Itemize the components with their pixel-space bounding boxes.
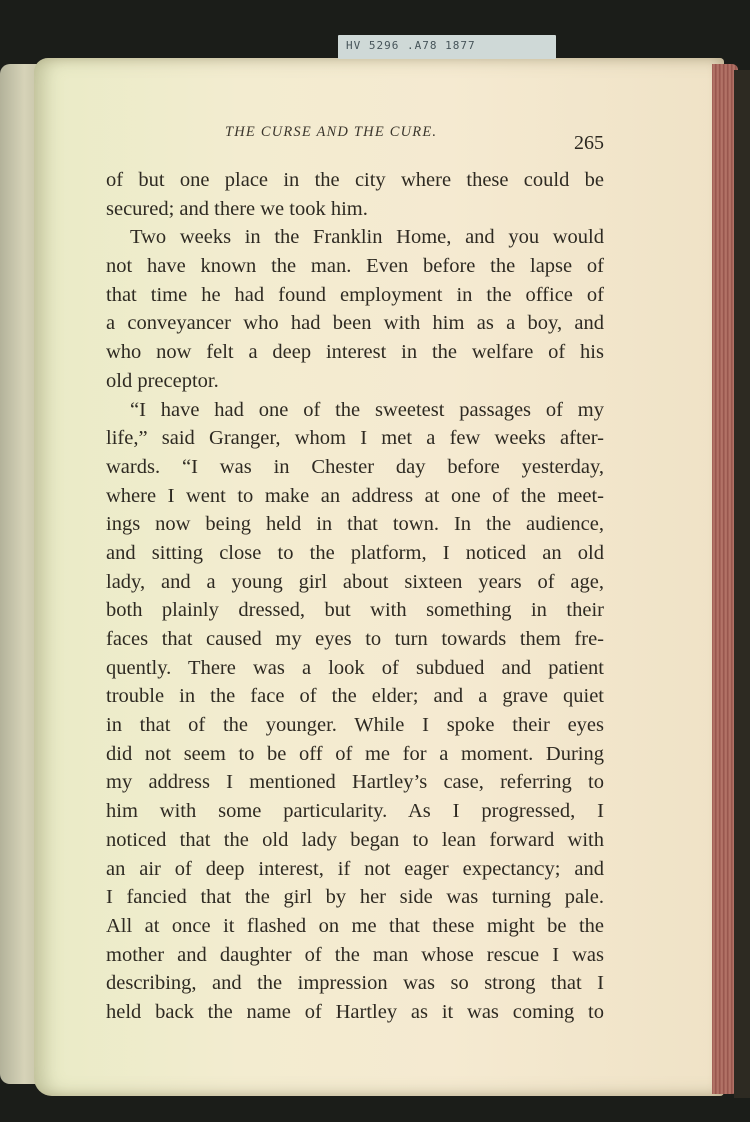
text-line: describing, and the impression was so strong that I	[106, 972, 604, 995]
text-line: faces that caused my eyes to turn towards them fre-	[106, 628, 604, 650]
text-line: life,” said Granger, whom I met a few weeks after-	[106, 427, 604, 450]
text-line: an air of deep interest, if not eager expectancy; and	[106, 857, 604, 880]
page-number: 265	[574, 132, 604, 154]
text-line: quently. There was a look of subdued and patient	[106, 656, 604, 679]
text-line: that time he had found employment in the office of	[106, 283, 604, 306]
text-line: a conveyancer who had been with him as a boy, and	[106, 312, 604, 335]
text-line: in that of the younger. While I spoke their eyes	[106, 714, 604, 737]
call-number-text: HV 5296 .A78 1877	[346, 39, 476, 52]
text-line: All at once it flashed on me that these might be the	[106, 914, 604, 937]
text-line: of but one place in the city where these could be	[106, 169, 604, 191]
text-line: noticed that the old lady began to lean forward with	[106, 828, 604, 851]
text-line: secured; and there we took him.	[106, 197, 368, 220]
body-text	[106, 166, 604, 1027]
text-line: both plainly dressed, but with something in their	[106, 599, 604, 622]
text-line: Two weeks in the Franklin Home, and you would	[130, 226, 604, 249]
text-line: I fancied that the girl by her side was turning pale.	[106, 886, 604, 909]
text-line: who now felt a deep interest in the welfare of his	[106, 341, 604, 364]
text-line: did not seem to be off of me for a moment. During	[106, 742, 604, 765]
running-head: THE CURSE AND THE CURE.	[225, 124, 438, 140]
text-line: him with some particularity. As I progressed, I	[106, 800, 604, 823]
text-line: not have known the man. Even before the lapse of	[106, 255, 604, 278]
text-line: mother and daughter of the man whose rescue I was	[106, 943, 604, 966]
text-line: old preceptor.	[106, 369, 219, 392]
text-line: and sitting close to the platform, I noticed an old	[106, 541, 604, 564]
cover-edge	[734, 70, 750, 1098]
text-line: ings now being held in that town. In the audience,	[106, 513, 604, 536]
text-line: held back the name of Hartley as it was coming to	[106, 1000, 604, 1023]
text-line: where I went to make an address at one of the meet-	[106, 484, 604, 507]
text-line: wards. “I was in Chester day before yesterday,	[106, 455, 604, 478]
library-call-number-label	[338, 35, 556, 59]
text-line: lady, and a young girl about sixteen years of age,	[106, 570, 604, 593]
text-line: trouble in the face of the elder; and a grave quiet	[106, 685, 604, 708]
text-line: “I have had one of the sweetest passages of my	[130, 398, 604, 421]
text-line: my address I mentioned Hartley’s case, referring to	[106, 771, 604, 794]
